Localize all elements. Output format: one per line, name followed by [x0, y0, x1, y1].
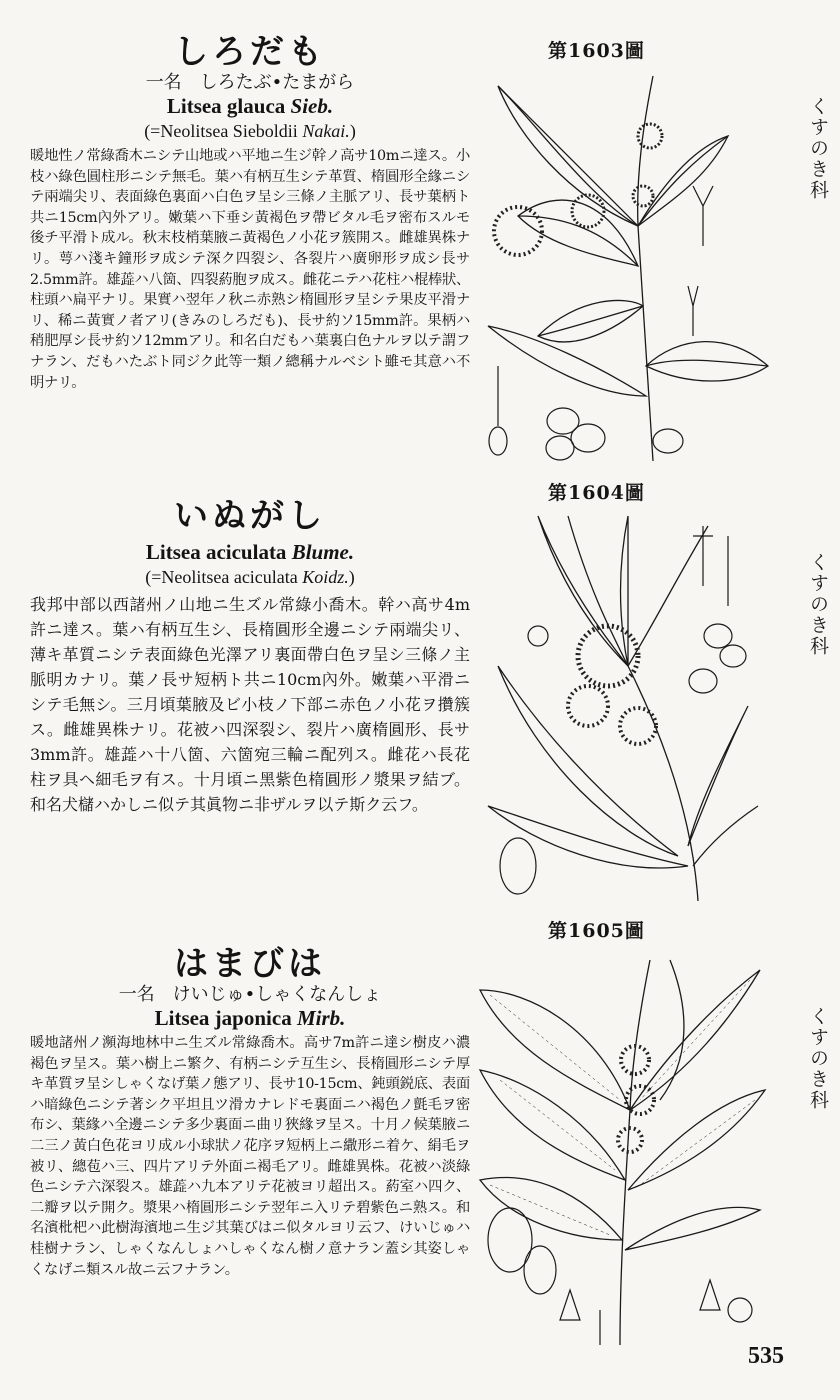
scientific-name: [30, 540, 470, 564]
leaf: [480, 990, 630, 1110]
figure-label: 第1604圖: [548, 482, 645, 504]
scientific-name: [30, 1006, 470, 1030]
page-number: 535: [748, 1343, 784, 1369]
entry-inugashi: [30, 496, 470, 817]
leaf: [538, 516, 628, 666]
synonym-name: (=Neolitsea Sieboldii: [144, 121, 298, 141]
binomial: Litsea japonica: [154, 1006, 292, 1030]
description: 我邦中部以西諸州ノ山地ニ生ズル常綠小喬木。幹ハ高サ4m許ニ達ス。葉ハ有柄互生シ、長楕圓形全邊ニシテ兩端尖リ、薄キ革質ニシテ表面綠色光澤アリ裏面帶白色ヲ呈シ三條ノ主脈明カナリ。葉ノ長サ短柄ト共ニ10cm內外。嫩葉ハ平滑ニシテ毛無シ。三月頃葉腋及ビ小枝ノ下部ニ赤色ノ小花ヲ攢簇ス。雌雄異株ナリ。花被ハ四深裂シ、裂片ハ廣楕圓形、長サ3mm許。雄蕋ハ十八箇、六箇宛三輪ニ配列ス。雌花ハ長花柱ヲ具ヘ細毛ヲ有ス。十月頃ニ黑紫色楕圓形ノ漿果ヲ結ブ。和名犬櫧ハかしニ似テ其眞物ニ非ザルヲ以テ斯ク云フ。: [30, 595, 470, 814]
fruits: [489, 186, 713, 460]
synonym-name: (=Neolitsea aciculata: [145, 567, 298, 587]
leaf: [638, 136, 728, 226]
entry-title: いぬがし: [174, 496, 326, 536]
family-label: くすのき科: [807, 96, 829, 201]
plant-illustration: [470, 950, 770, 1350]
entry-hamabiwa: [30, 944, 470, 1280]
binomial: Litsea aciculata: [145, 540, 287, 564]
stem: [638, 76, 653, 461]
synonym-close: ): [348, 567, 355, 587]
stem: [568, 516, 698, 901]
synonym-author: Koidz.: [302, 567, 349, 587]
author: Sieb.: [290, 94, 334, 118]
leaf: [488, 806, 688, 868]
entry-title: はまびは: [174, 944, 326, 984]
scientific-name: [30, 94, 470, 118]
plant-illustration: [478, 506, 768, 906]
leaf: [498, 666, 678, 856]
figure-label: 第1603圖: [548, 40, 645, 62]
fruits: [500, 526, 746, 894]
leaf: [480, 1178, 622, 1241]
synonym-author: Nakai.: [302, 121, 350, 141]
family-label: くすのき科: [807, 552, 829, 657]
flower-clusters: [568, 626, 656, 744]
stem: [620, 960, 650, 1345]
leaf-venation: [490, 980, 755, 1235]
leaf: [488, 326, 646, 396]
leaf: [628, 1090, 765, 1190]
plant-illustration: [478, 66, 778, 466]
author: Mirb.: [296, 1006, 346, 1030]
leaf: [625, 1207, 760, 1250]
description: 暖地性ノ常綠喬木ニシテ山地或ハ平地ニ生ジ幹ノ高サ10mニ達ス。小枝ハ綠色圓柱形ニシテ無毛。葉ハ有柄互生シテ革質、楕圓形全緣ニシテ兩端尖リ、表面綠色裏面ハ白色ヲ呈シ三條ノ主脈アリ、長サ葉柄ト共ニ15cm內外アリ。嫩葉ハ下垂シ黃褐色ヲ帶ビタル毛ヲ密布スルモ後チ平滑ト成ル。秋末枝梢葉腋ニ黃褐色ノ小花ヲ簇開ス。雌雄異株ナリ。萼ハ淺キ鐘形ヲ成シテ深ク四裂シ、各裂片ハ廣卵形ヲ成シ長サ2.5mm許。雄蕋ハ八箇、四裂葯胞ヲ成ス。雌花ニテハ花柱ハ棍棒狀、柱頭ハ扁平ナリ。果實ハ翌年ノ秋ニ赤熟シ楕圓形ヲ呈シテ果皮平滑ナリ、稀ニ黃實ノ者アリ(きみのしろだも)、長サ約ソ15mm許。果柄ハ稍肥厚シ長サ約ソ12mmアリ。和名白だもハ葉裏白色ナルヲ以テ謂フナラン、だもハたぶト同ジク此等一類ノ總稱ナルベシト雖モ其意ハ不明ナリ。: [30, 148, 470, 391]
flower-clusters: [618, 1046, 654, 1152]
entry-title: しろだも: [174, 32, 326, 72]
leaf: [621, 516, 629, 666]
description: 暖地諸州ノ瀕海地林中ニ生ズル常綠喬木。高サ7m許ニ達シ樹皮ハ濃褐色ヲ呈ス。葉ハ樹上ニ繁ク、有柄ニシテ互生シ、長楕圓形ニシテ厚キ革質ヲ呈シしゃくなげ葉ノ態アリ、長サ10-15cm、鈍頭鋭底、表面ハ暗綠色ニシテ著シク平坦且ツ滑カナレドモ裏面ニハ褐色ノ氈毛ヲ密布シ、葉緣ハ全邊ニシテ多少裏面ニ曲リ狹緣ヲ呈ス。十月ノ候葉腋ニ二三ノ黃白色花ヨリ成ル小球狀ノ花序ヲ短柄上ニ繖形ニ着ケ、絹毛ヲ被リ、總苞ハ三、四片アリテ外面ニ褐毛アリ。雌雄異株。花被ハ淡綠色ニシテ六深裂ス。雄蕋ハ九本アリテ花被ヨリ超出ス。葯室ハ四ク、二瓣ヲ以テ開ク。漿果ハ楕圓形ニシテ翌年ニ入リテ碧紫色ニ熟ス。和名濱枇杷ハ此樹海濱地ニ生ジ其葉びはニ似タルヨリ云フ、けいじゅハ桂樹ナラン、しゃくなんしょハしゃくなん樹ノ意ナラン蓋シ其姿しゃくなげニ類スル故ニ云フナラン。: [30, 1035, 470, 1278]
leaf: [688, 706, 748, 846]
synonym: [30, 566, 470, 588]
family-label: くすのき科: [807, 1006, 829, 1111]
alternate-name: 一名 しろたぶ•たまがら: [145, 72, 355, 93]
author: Blume.: [291, 540, 355, 564]
binomial: Litsea glauca: [166, 94, 286, 118]
leaf: [518, 200, 638, 266]
alternate-name: 一名 けいじゅ•しゃくなんしょ: [118, 984, 382, 1005]
synonym-close: ): [349, 121, 356, 141]
synonym: [30, 120, 470, 142]
leaf: [498, 86, 638, 226]
entry-shirodamo: [30, 32, 470, 393]
figure-label: 第1605圖: [548, 920, 645, 942]
